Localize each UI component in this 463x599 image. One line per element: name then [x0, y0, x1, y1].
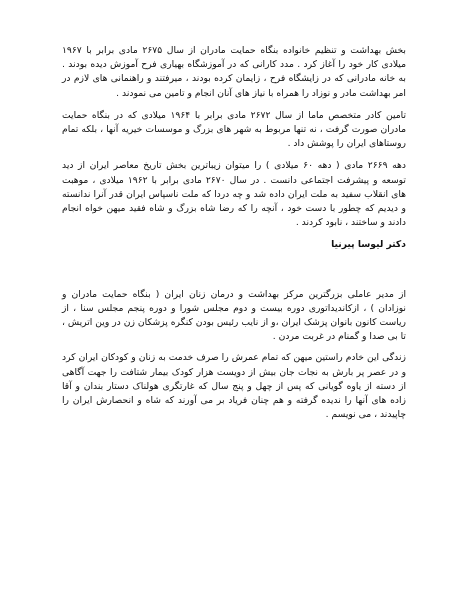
section-heading: دکتر لیوسا پیرنیا: [331, 239, 406, 251]
document-page: [62, 44, 406, 430]
paragraph-white-revolution: دهه ۲۶۶۹ مادی ( دهه ۶۰ میلادی ) را میتوان زیباترین بخش تاریخ معاصر ایران از دید توسعه و پیشرفت اجتماعی دانست . در سال ۲۶۷۰ مادی برابر با ۱۹۶۲ میلادی ، موهبت های انقلاب سفید به ملت ایران داده شد و چه دردا که ملت ناسپاس ایران قدر آنرا ندانسته و دیدیم که چطور با دست خود ، آنچه را که رضا شاه بزرگ و شاه فقید میهن خواه انجام دادند و ساختند ، نابود کردند .: [62, 160, 406, 229]
paragraph-life: زندگی این خادم راستین میهن که تمام عمرش را صرف خدمت به زنان و کودکان ایران کرد و در عصر پر بارش به نجات جان بیش از دویست هزار کودک بیمار شتافت را جهت آگاهی از دسته از یاوه گویانی که پس از چهل و پنج سال که غارتگری هولناک دستار بندان و آقا زاده های آنها را ندیده گرفته و هم چنان فریاد بر می آورند که شاه و انحصارش ایران را چاپیدند ، می نویسم .: [62, 352, 406, 421]
paragraph-career: از مدیر عاملی بزرگترین مرکز بهداشت و درمان زنان ایران ( بنگاه حمایت مادران و نوزادان ) ، ازکاندیداتوری دوره بیست و دوم مجلس شورا و دوره پنجم مجلس سنا ، از ریاست کانون بانوان پزشک ایران ،و از نایب رئیس بودن کنگره پزشکان زن در وین اتریش ، تا بی صدا و گمنام در غربت مردن .: [62, 288, 406, 343]
paragraph-family-planning: بخش بهداشت و تنظیم خانواده بنگاه حمایت مادران از سال ۲۶۷۵ مادی برابر با ۱۹۶۷ میلادی کار خود را آغاز کرد . مدد کارانی که در آموزشگاه بهیاری فرح آموزش دیده بودند . به خانه مادرانی که در زایشگاه فرح ، زایمان کرده بودند ، میرفتند و راهنمانی های لازم در امر بهداشت مادر و نوزاد را همراه با نیاز های آنان انجام و تامین می نمودند .: [62, 45, 406, 99]
paragraph-midwives: تامین کادر متخصص ماما از سال ۲۶۷۲ مادی برابر با ۱۹۶۴ میلادی که در بنگاه حمایت مادران صورت گرفت ، نه تنها مربوط به شهر های بزرگ و موسسات خیریه آنها ، بلکه تمام روستاهای ایران را پوشش داد .: [62, 109, 406, 150]
